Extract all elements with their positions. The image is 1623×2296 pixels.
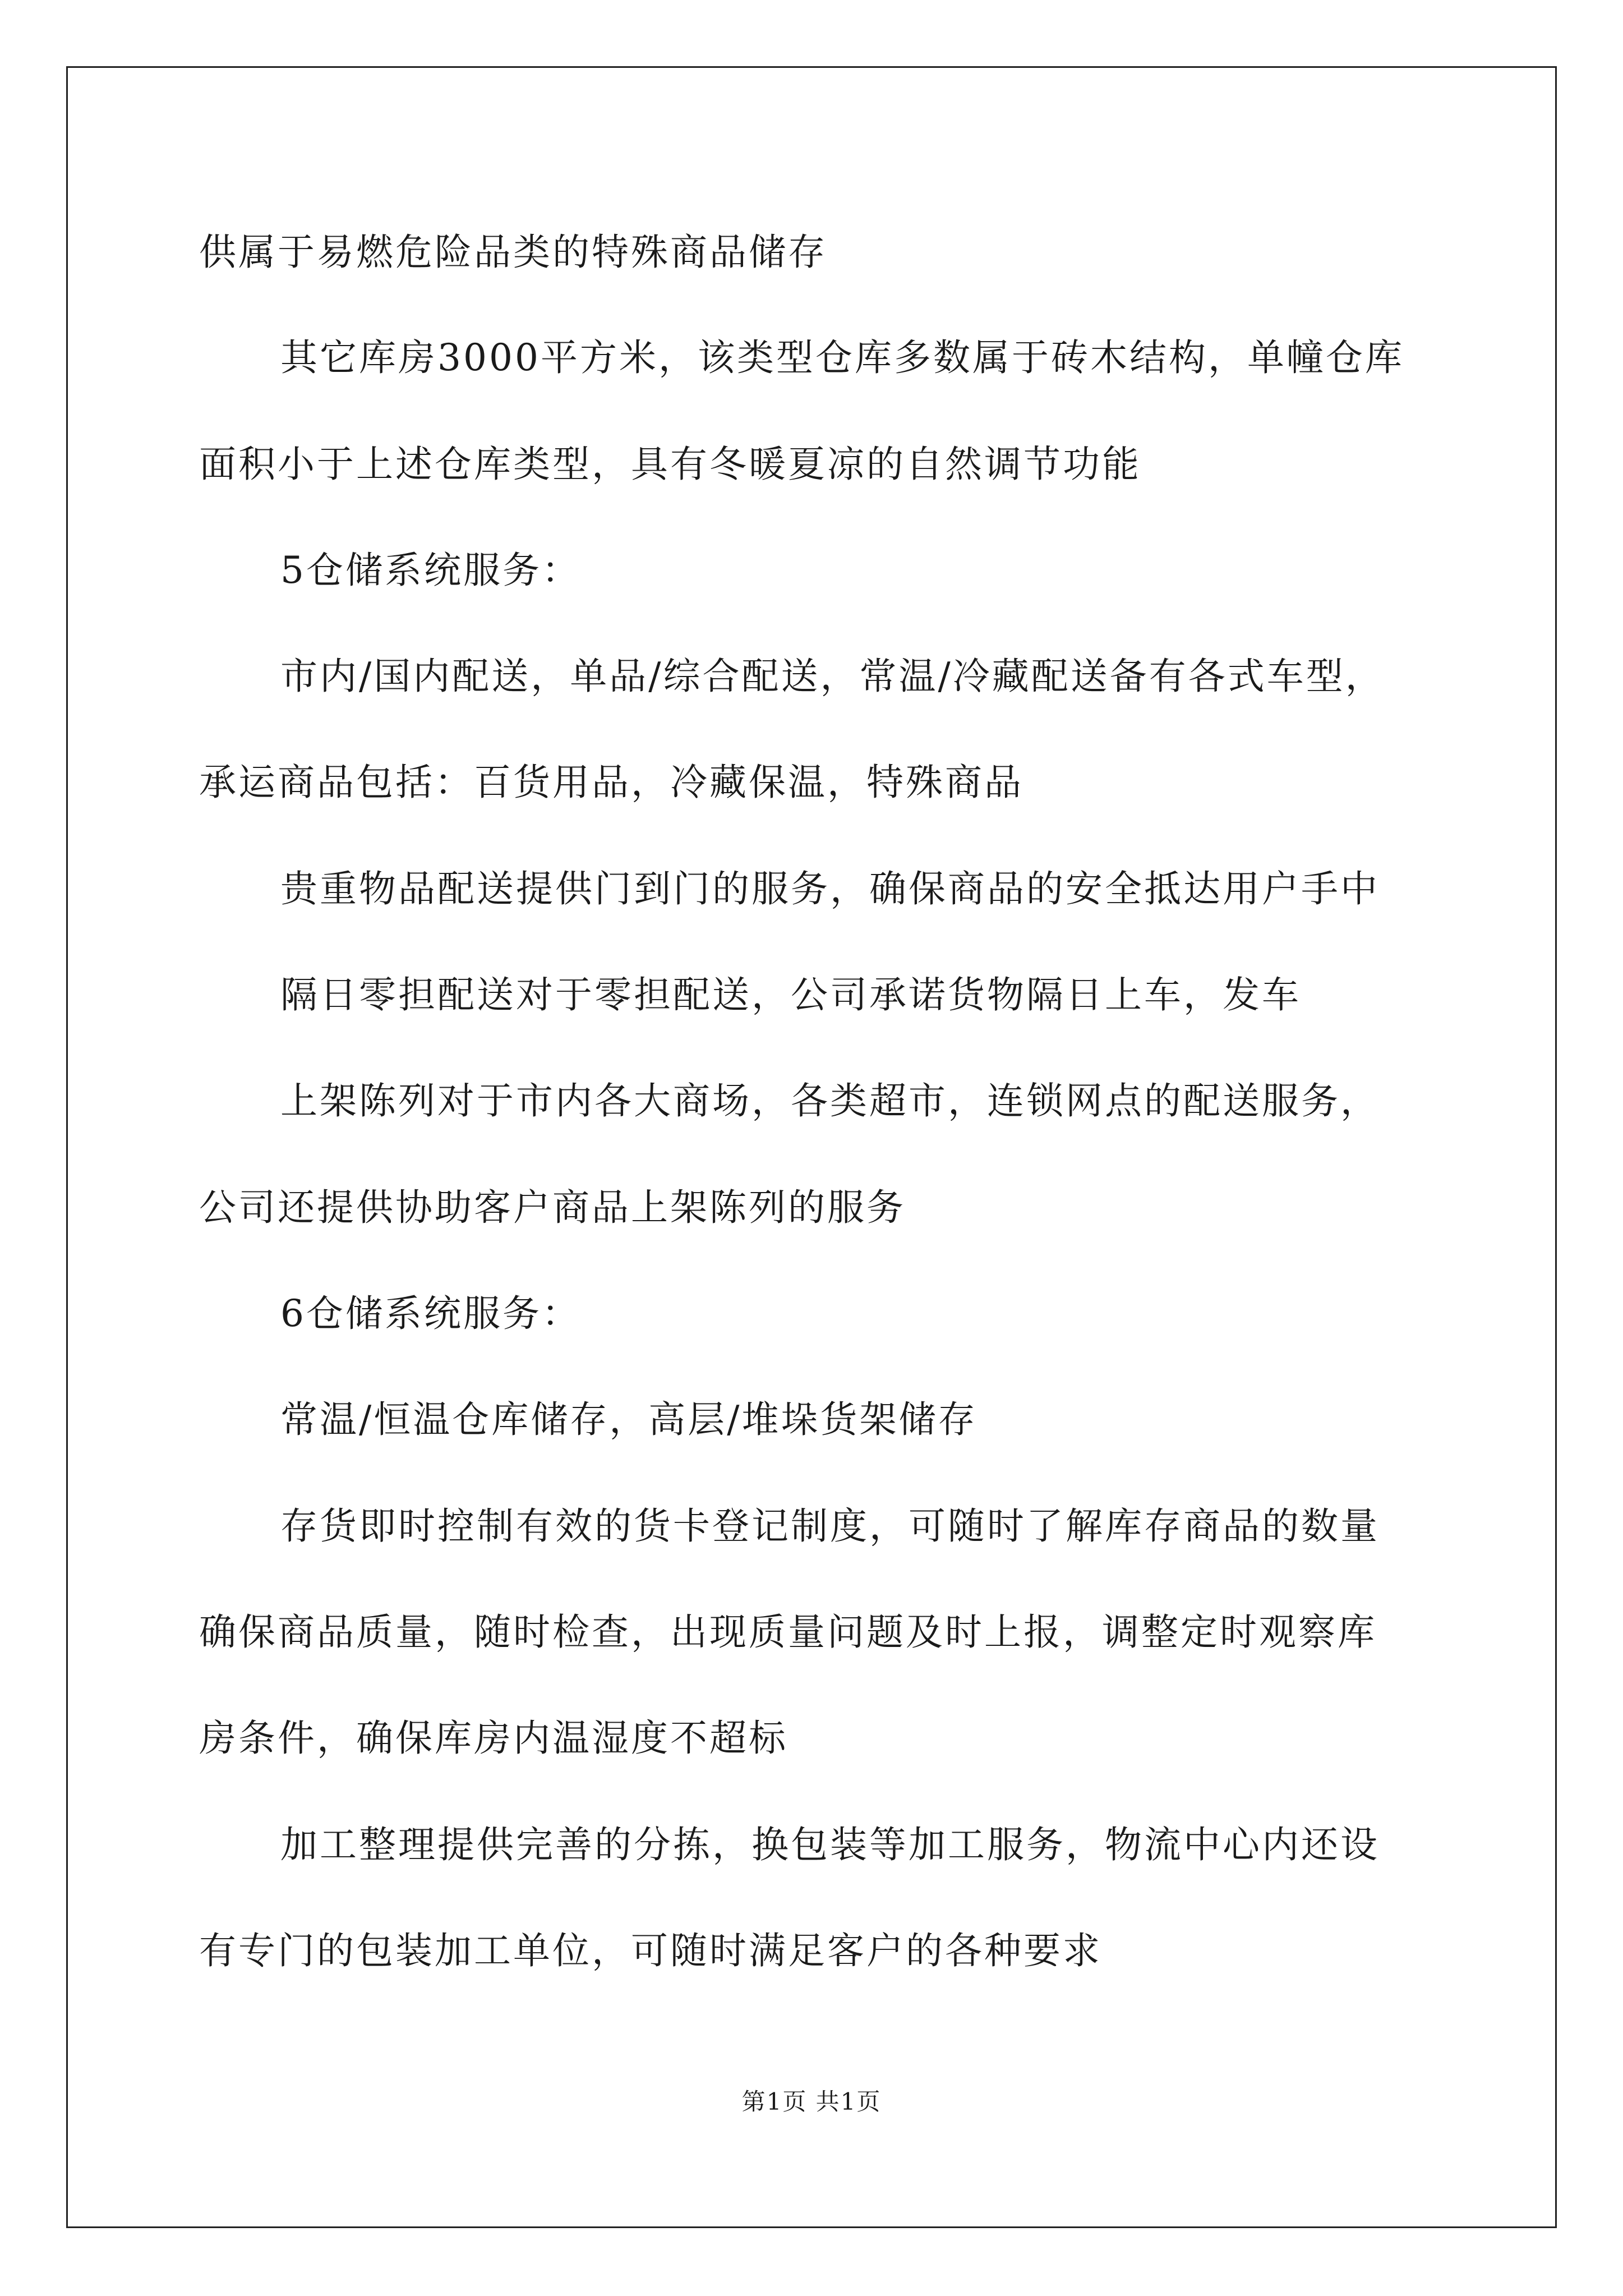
text-line: 有专门的包装加工单位，可随时满足客户的各种要求 xyxy=(199,1929,1102,1972)
page-border xyxy=(66,66,1557,2228)
section-heading: 5仓储系统服务： xyxy=(280,549,581,592)
text-line: 确保商品质量，随时检查，出现质量问题及时上报，调整定时观察库 xyxy=(199,1611,1377,1654)
section-heading: 6仓储系统服务： xyxy=(280,1292,581,1335)
text-line: 贵重物品配送提供门到门的服务，确保商品的安全抵达用户手中 xyxy=(280,867,1380,910)
text-line: 其它库房3000平方米，该类型仓库多数属于砖木结构，单幢仓库 xyxy=(280,336,1404,379)
text-line: 公司还提供协助客户商品上架陈列的服务 xyxy=(199,1186,906,1229)
text-line: 供属于易燃危险品类的特殊商品储存 xyxy=(199,231,827,274)
text-line: 房条件，确保库房内温湿度不超标 xyxy=(199,1717,788,1760)
text-line: 承运商品包括：百货用品，冷藏保温，特殊商品 xyxy=(199,761,1023,804)
text-line: 上架陈列对于市内各大商场，各类超市，连锁网点的配送服务， xyxy=(280,1079,1380,1122)
text-line: 常温/恒温仓库储存，高层/堆垛货架储存 xyxy=(280,1398,978,1441)
text-line: 市内/国内配送，单品/综合配送，常温/冷藏配送备有各式车型， xyxy=(280,655,1385,698)
text-line: 加工整理提供完善的分拣，换包装等加工服务，物流中心内还设 xyxy=(280,1823,1380,1866)
text-line: 存货即时控制有效的货卡登记制度，可随时了解库存商品的数量 xyxy=(280,1504,1380,1548)
text-line: 面积小于上述仓库类型，具有冬暖夏凉的自然调节功能 xyxy=(199,443,1141,486)
page-number: 第1页 共1页 xyxy=(741,2088,882,2115)
text-line: 隔日零担配送对于零担配送，公司承诺货物隔日上车，发车 xyxy=(280,973,1301,1016)
